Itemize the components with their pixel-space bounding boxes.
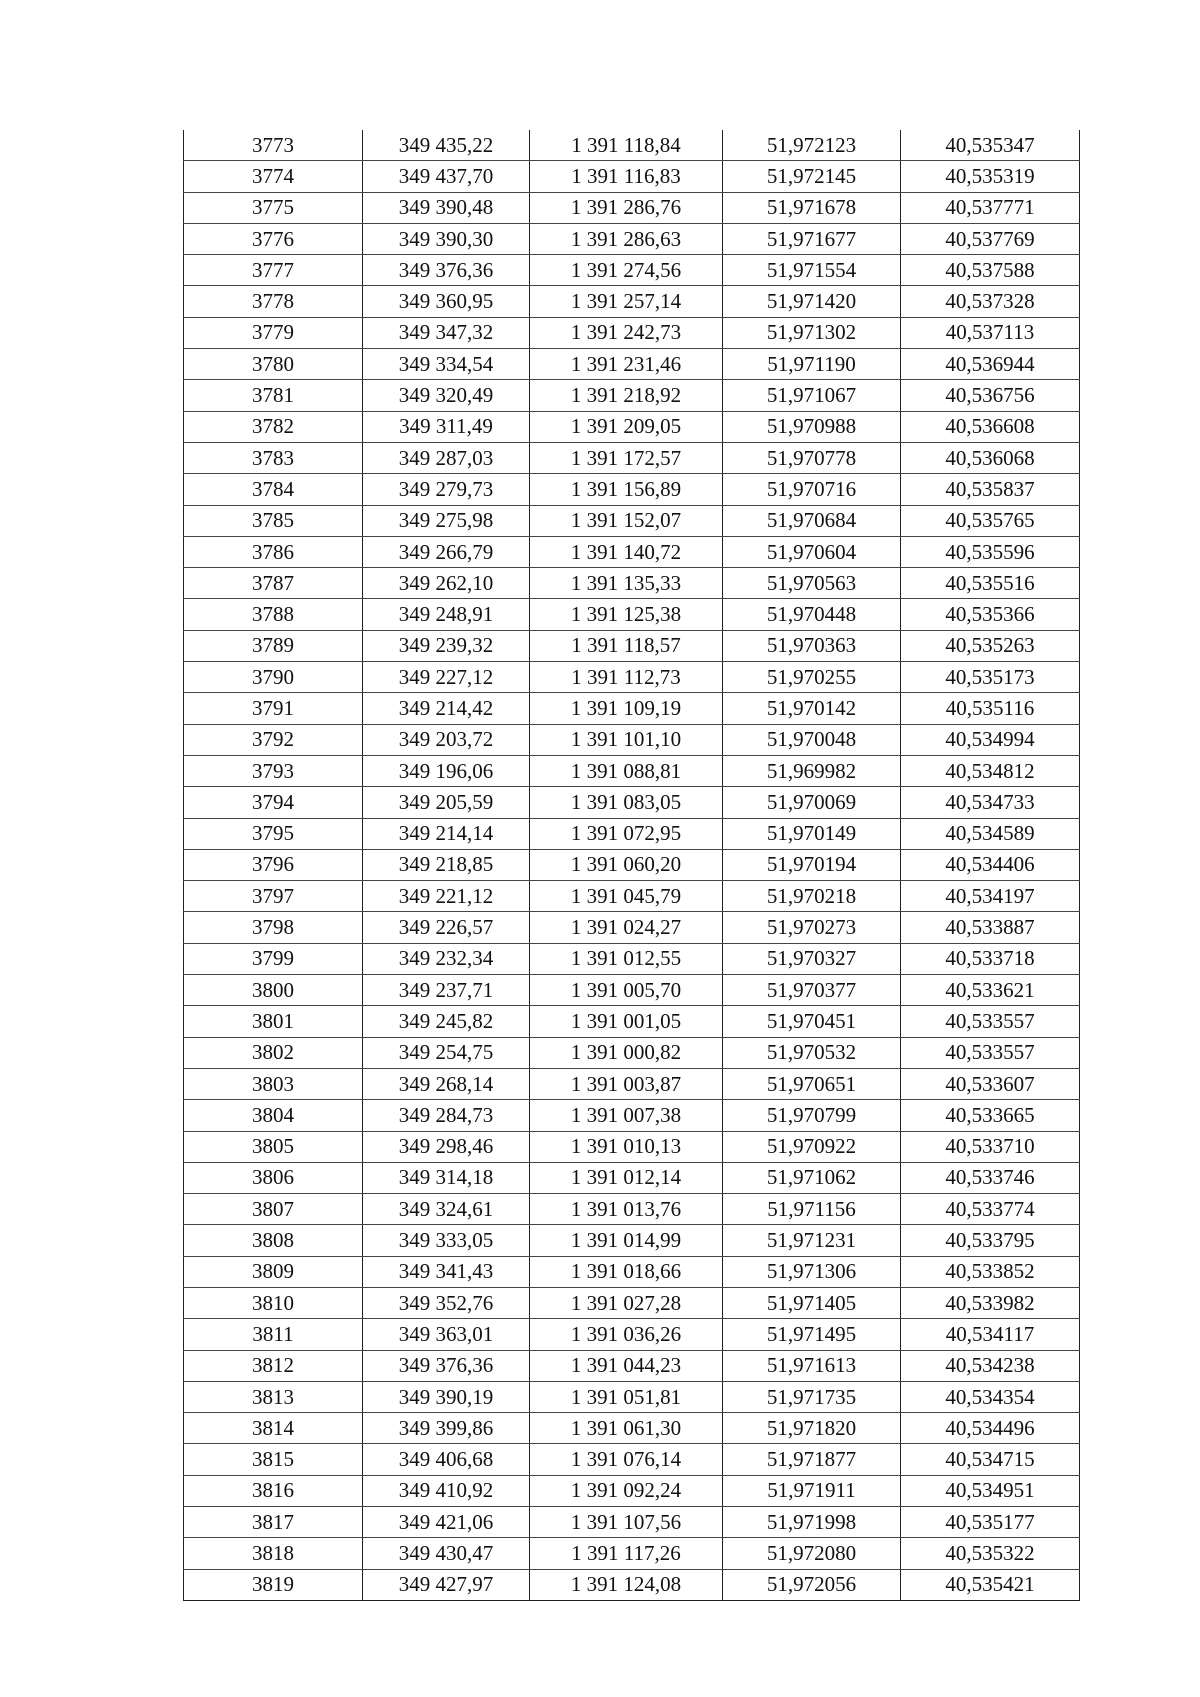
table-row (184, 693, 1080, 724)
y-coordinate-cell: 1 391 231,46 (530, 349, 723, 380)
point-number-cell: 3817 (184, 1507, 363, 1538)
longitude-cell: 40,533557 (901, 1006, 1080, 1037)
y-coordinate-cell: 1 391 140,72 (530, 536, 723, 567)
y-coordinate-cell: 1 391 036,26 (530, 1319, 723, 1350)
table-row (184, 1538, 1080, 1569)
point-number-cell: 3807 (184, 1194, 363, 1225)
point-number-cell: 3790 (184, 662, 363, 693)
coordinates-table (183, 130, 1080, 1601)
latitude-cell: 51,970563 (723, 568, 901, 599)
latitude-cell: 51,971677 (723, 223, 901, 254)
x-coordinate-cell: 349 406,68 (363, 1444, 530, 1475)
longitude-cell: 40,533710 (901, 1131, 1080, 1162)
latitude-cell: 51,970451 (723, 1006, 901, 1037)
x-coordinate-cell: 349 334,54 (363, 349, 530, 380)
table-row (184, 442, 1080, 473)
point-number-cell: 3798 (184, 912, 363, 943)
table-row (184, 255, 1080, 286)
x-coordinate-cell: 349 266,79 (363, 536, 530, 567)
longitude-cell: 40,534951 (901, 1475, 1080, 1506)
y-coordinate-cell: 1 391 013,76 (530, 1194, 723, 1225)
latitude-cell: 51,970069 (723, 787, 901, 818)
longitude-cell: 40,534117 (901, 1319, 1080, 1350)
y-coordinate-cell: 1 391 018,66 (530, 1256, 723, 1287)
latitude-cell: 51,971306 (723, 1256, 901, 1287)
longitude-cell: 40,534238 (901, 1350, 1080, 1381)
x-coordinate-cell: 349 205,59 (363, 787, 530, 818)
latitude-cell: 51,970142 (723, 693, 901, 724)
latitude-cell: 51,971678 (723, 192, 901, 223)
x-coordinate-cell: 349 227,12 (363, 662, 530, 693)
latitude-cell: 51,970327 (723, 943, 901, 974)
x-coordinate-cell: 349 333,05 (363, 1225, 530, 1256)
longitude-cell: 40,533746 (901, 1162, 1080, 1193)
longitude-cell: 40,535116 (901, 693, 1080, 724)
x-coordinate-cell: 349 268,14 (363, 1068, 530, 1099)
x-coordinate-cell: 349 218,85 (363, 849, 530, 880)
table-row (184, 1350, 1080, 1381)
y-coordinate-cell: 1 391 135,33 (530, 568, 723, 599)
latitude-cell: 51,971554 (723, 255, 901, 286)
x-coordinate-cell: 349 237,71 (363, 975, 530, 1006)
table-row (184, 1569, 1080, 1600)
y-coordinate-cell: 1 391 072,95 (530, 818, 723, 849)
latitude-cell: 51,972145 (723, 161, 901, 192)
table-row (184, 130, 1080, 161)
longitude-cell: 40,534812 (901, 755, 1080, 786)
x-coordinate-cell: 349 262,10 (363, 568, 530, 599)
x-coordinate-cell: 349 347,32 (363, 317, 530, 348)
longitude-cell: 40,537328 (901, 286, 1080, 317)
y-coordinate-cell: 1 391 109,19 (530, 693, 723, 724)
latitude-cell: 51,970716 (723, 474, 901, 505)
longitude-cell: 40,533621 (901, 975, 1080, 1006)
x-coordinate-cell: 349 421,06 (363, 1507, 530, 1538)
y-coordinate-cell: 1 391 010,13 (530, 1131, 723, 1162)
y-coordinate-cell: 1 391 045,79 (530, 881, 723, 912)
point-number-cell: 3808 (184, 1225, 363, 1256)
point-number-cell: 3777 (184, 255, 363, 286)
latitude-cell: 51,970651 (723, 1068, 901, 1099)
longitude-cell: 40,533718 (901, 943, 1080, 974)
table-row (184, 1287, 1080, 1318)
point-number-cell: 3781 (184, 380, 363, 411)
longitude-cell: 40,537769 (901, 223, 1080, 254)
y-coordinate-cell: 1 391 005,70 (530, 975, 723, 1006)
y-coordinate-cell: 1 391 024,27 (530, 912, 723, 943)
longitude-cell: 40,535516 (901, 568, 1080, 599)
longitude-cell: 40,533795 (901, 1225, 1080, 1256)
table-row (184, 286, 1080, 317)
table-row (184, 1068, 1080, 1099)
longitude-cell: 40,533887 (901, 912, 1080, 943)
x-coordinate-cell: 349 399,86 (363, 1413, 530, 1444)
y-coordinate-cell: 1 391 125,38 (530, 599, 723, 630)
longitude-cell: 40,535319 (901, 161, 1080, 192)
point-number-cell: 3776 (184, 223, 363, 254)
latitude-cell: 51,970778 (723, 442, 901, 473)
table-row (184, 317, 1080, 348)
table-row (184, 1162, 1080, 1193)
latitude-cell: 51,970532 (723, 1037, 901, 1068)
point-number-cell: 3784 (184, 474, 363, 505)
longitude-cell: 40,534197 (901, 881, 1080, 912)
latitude-cell: 51,972056 (723, 1569, 901, 1600)
x-coordinate-cell: 349 430,47 (363, 1538, 530, 1569)
x-coordinate-cell: 349 410,92 (363, 1475, 530, 1506)
coordinates-table-body (184, 130, 1080, 1600)
longitude-cell: 40,535765 (901, 505, 1080, 536)
latitude-cell: 51,971911 (723, 1475, 901, 1506)
y-coordinate-cell: 1 391 012,14 (530, 1162, 723, 1193)
x-coordinate-cell: 349 287,03 (363, 442, 530, 473)
y-coordinate-cell: 1 391 242,73 (530, 317, 723, 348)
y-coordinate-cell: 1 391 001,05 (530, 1006, 723, 1037)
latitude-cell: 51,970363 (723, 630, 901, 661)
x-coordinate-cell: 349 298,46 (363, 1131, 530, 1162)
point-number-cell: 3814 (184, 1413, 363, 1444)
longitude-cell: 40,535263 (901, 630, 1080, 661)
y-coordinate-cell: 1 391 124,08 (530, 1569, 723, 1600)
latitude-cell: 51,970048 (723, 724, 901, 755)
table-row (184, 1256, 1080, 1287)
latitude-cell: 51,971067 (723, 380, 901, 411)
latitude-cell: 51,972080 (723, 1538, 901, 1569)
x-coordinate-cell: 349 390,48 (363, 192, 530, 223)
y-coordinate-cell: 1 391 274,56 (530, 255, 723, 286)
x-coordinate-cell: 349 284,73 (363, 1100, 530, 1131)
y-coordinate-cell: 1 391 107,56 (530, 1507, 723, 1538)
y-coordinate-cell: 1 391 286,63 (530, 223, 723, 254)
point-number-cell: 3805 (184, 1131, 363, 1162)
x-coordinate-cell: 349 203,72 (363, 724, 530, 755)
latitude-cell: 51,970684 (723, 505, 901, 536)
y-coordinate-cell: 1 391 083,05 (530, 787, 723, 818)
point-number-cell: 3815 (184, 1444, 363, 1475)
point-number-cell: 3773 (184, 130, 363, 161)
table-row (184, 849, 1080, 880)
point-number-cell: 3801 (184, 1006, 363, 1037)
latitude-cell: 51,971998 (723, 1507, 901, 1538)
y-coordinate-cell: 1 391 061,30 (530, 1413, 723, 1444)
table-row (184, 630, 1080, 661)
longitude-cell: 40,533557 (901, 1037, 1080, 1068)
longitude-cell: 40,535173 (901, 662, 1080, 693)
table-row (184, 975, 1080, 1006)
table-row (184, 349, 1080, 380)
point-number-cell: 3818 (184, 1538, 363, 1569)
y-coordinate-cell: 1 391 209,05 (530, 411, 723, 442)
point-number-cell: 3780 (184, 349, 363, 380)
x-coordinate-cell: 349 360,95 (363, 286, 530, 317)
point-number-cell: 3800 (184, 975, 363, 1006)
y-coordinate-cell: 1 391 218,92 (530, 380, 723, 411)
table-row (184, 1413, 1080, 1444)
point-number-cell: 3774 (184, 161, 363, 192)
y-coordinate-cell: 1 391 003,87 (530, 1068, 723, 1099)
table-row (184, 818, 1080, 849)
longitude-cell: 40,536068 (901, 442, 1080, 473)
y-coordinate-cell: 1 391 092,24 (530, 1475, 723, 1506)
latitude-cell: 51,970988 (723, 411, 901, 442)
table-row (184, 912, 1080, 943)
table-row (184, 1381, 1080, 1412)
point-number-cell: 3785 (184, 505, 363, 536)
point-number-cell: 3802 (184, 1037, 363, 1068)
point-number-cell: 3788 (184, 599, 363, 630)
y-coordinate-cell: 1 391 117,26 (530, 1538, 723, 1569)
x-coordinate-cell: 349 435,22 (363, 130, 530, 161)
point-number-cell: 3782 (184, 411, 363, 442)
point-number-cell: 3806 (184, 1162, 363, 1193)
x-coordinate-cell: 349 324,61 (363, 1194, 530, 1225)
table-row (184, 505, 1080, 536)
table-row (184, 411, 1080, 442)
latitude-cell: 51,971156 (723, 1194, 901, 1225)
latitude-cell: 51,970255 (723, 662, 901, 693)
table-row (184, 1006, 1080, 1037)
longitude-cell: 40,533607 (901, 1068, 1080, 1099)
y-coordinate-cell: 1 391 007,38 (530, 1100, 723, 1131)
point-number-cell: 3794 (184, 787, 363, 818)
x-coordinate-cell: 349 232,34 (363, 943, 530, 974)
y-coordinate-cell: 1 391 076,14 (530, 1444, 723, 1475)
latitude-cell: 51,971231 (723, 1225, 901, 1256)
table-row (184, 1194, 1080, 1225)
point-number-cell: 3793 (184, 755, 363, 786)
x-coordinate-cell: 349 352,76 (363, 1287, 530, 1318)
point-number-cell: 3811 (184, 1319, 363, 1350)
longitude-cell: 40,535322 (901, 1538, 1080, 1569)
table-row (184, 1100, 1080, 1131)
table-row (184, 662, 1080, 693)
table-row (184, 881, 1080, 912)
table-row (184, 1131, 1080, 1162)
x-coordinate-cell: 349 279,73 (363, 474, 530, 505)
latitude-cell: 51,971613 (723, 1350, 901, 1381)
longitude-cell: 40,534733 (901, 787, 1080, 818)
latitude-cell: 51,970218 (723, 881, 901, 912)
latitude-cell: 51,970273 (723, 912, 901, 943)
table-row (184, 380, 1080, 411)
point-number-cell: 3795 (184, 818, 363, 849)
y-coordinate-cell: 1 391 112,73 (530, 662, 723, 693)
longitude-cell: 40,535837 (901, 474, 1080, 505)
x-coordinate-cell: 349 226,57 (363, 912, 530, 943)
y-coordinate-cell: 1 391 118,84 (530, 130, 723, 161)
latitude-cell: 51,972123 (723, 130, 901, 161)
x-coordinate-cell: 349 427,97 (363, 1569, 530, 1600)
point-number-cell: 3810 (184, 1287, 363, 1318)
point-number-cell: 3783 (184, 442, 363, 473)
latitude-cell: 51,971302 (723, 317, 901, 348)
longitude-cell: 40,535177 (901, 1507, 1080, 1538)
table-row (184, 536, 1080, 567)
point-number-cell: 3792 (184, 724, 363, 755)
longitude-cell: 40,533982 (901, 1287, 1080, 1318)
latitude-cell: 51,971405 (723, 1287, 901, 1318)
y-coordinate-cell: 1 391 156,89 (530, 474, 723, 505)
y-coordinate-cell: 1 391 044,23 (530, 1350, 723, 1381)
y-coordinate-cell: 1 391 012,55 (530, 943, 723, 974)
point-number-cell: 3789 (184, 630, 363, 661)
longitude-cell: 40,534406 (901, 849, 1080, 880)
x-coordinate-cell: 349 248,91 (363, 599, 530, 630)
longitude-cell: 40,537588 (901, 255, 1080, 286)
point-number-cell: 3819 (184, 1569, 363, 1600)
y-coordinate-cell: 1 391 027,28 (530, 1287, 723, 1318)
longitude-cell: 40,534589 (901, 818, 1080, 849)
x-coordinate-cell: 349 390,30 (363, 223, 530, 254)
longitude-cell: 40,533665 (901, 1100, 1080, 1131)
x-coordinate-cell: 349 275,98 (363, 505, 530, 536)
x-coordinate-cell: 349 221,12 (363, 881, 530, 912)
latitude-cell: 51,970604 (723, 536, 901, 567)
x-coordinate-cell: 349 314,18 (363, 1162, 530, 1193)
point-number-cell: 3778 (184, 286, 363, 317)
latitude-cell: 51,970377 (723, 975, 901, 1006)
table-row (184, 755, 1080, 786)
longitude-cell: 40,534994 (901, 724, 1080, 755)
y-coordinate-cell: 1 391 172,57 (530, 442, 723, 473)
y-coordinate-cell: 1 391 051,81 (530, 1381, 723, 1412)
latitude-cell: 51,971062 (723, 1162, 901, 1193)
point-number-cell: 3797 (184, 881, 363, 912)
y-coordinate-cell: 1 391 088,81 (530, 755, 723, 786)
longitude-cell: 40,534715 (901, 1444, 1080, 1475)
longitude-cell: 40,536944 (901, 349, 1080, 380)
table-row (184, 1475, 1080, 1506)
y-coordinate-cell: 1 391 116,83 (530, 161, 723, 192)
point-number-cell: 3791 (184, 693, 363, 724)
point-number-cell: 3812 (184, 1350, 363, 1381)
latitude-cell: 51,970149 (723, 818, 901, 849)
longitude-cell: 40,537771 (901, 192, 1080, 223)
y-coordinate-cell: 1 391 286,76 (530, 192, 723, 223)
y-coordinate-cell: 1 391 014,99 (530, 1225, 723, 1256)
latitude-cell: 51,970799 (723, 1100, 901, 1131)
latitude-cell: 51,971820 (723, 1413, 901, 1444)
y-coordinate-cell: 1 391 118,57 (530, 630, 723, 661)
table-row (184, 943, 1080, 974)
table-row (184, 1225, 1080, 1256)
x-coordinate-cell: 349 376,36 (363, 1350, 530, 1381)
latitude-cell: 51,970922 (723, 1131, 901, 1162)
y-coordinate-cell: 1 391 101,10 (530, 724, 723, 755)
point-number-cell: 3796 (184, 849, 363, 880)
table-row (184, 1444, 1080, 1475)
point-number-cell: 3779 (184, 317, 363, 348)
longitude-cell: 40,534496 (901, 1413, 1080, 1444)
latitude-cell: 51,970448 (723, 599, 901, 630)
y-coordinate-cell: 1 391 000,82 (530, 1037, 723, 1068)
latitude-cell: 51,971735 (723, 1381, 901, 1412)
table-row (184, 1507, 1080, 1538)
latitude-cell: 51,971190 (723, 349, 901, 380)
point-number-cell: 3804 (184, 1100, 363, 1131)
table-row (184, 1037, 1080, 1068)
x-coordinate-cell: 349 376,36 (363, 255, 530, 286)
table-row (184, 787, 1080, 818)
x-coordinate-cell: 349 254,75 (363, 1037, 530, 1068)
x-coordinate-cell: 349 239,32 (363, 630, 530, 661)
longitude-cell: 40,535421 (901, 1569, 1080, 1600)
longitude-cell: 40,536608 (901, 411, 1080, 442)
longitude-cell: 40,536756 (901, 380, 1080, 411)
longitude-cell: 40,534354 (901, 1381, 1080, 1412)
table-row (184, 568, 1080, 599)
y-coordinate-cell: 1 391 152,07 (530, 505, 723, 536)
point-number-cell: 3775 (184, 192, 363, 223)
latitude-cell: 51,971495 (723, 1319, 901, 1350)
x-coordinate-cell: 349 437,70 (363, 161, 530, 192)
latitude-cell: 51,970194 (723, 849, 901, 880)
longitude-cell: 40,533852 (901, 1256, 1080, 1287)
x-coordinate-cell: 349 390,19 (363, 1381, 530, 1412)
table-row (184, 474, 1080, 505)
longitude-cell: 40,533774 (901, 1194, 1080, 1225)
x-coordinate-cell: 349 311,49 (363, 411, 530, 442)
x-coordinate-cell: 349 341,43 (363, 1256, 530, 1287)
x-coordinate-cell: 349 245,82 (363, 1006, 530, 1037)
latitude-cell: 51,971420 (723, 286, 901, 317)
point-number-cell: 3799 (184, 943, 363, 974)
x-coordinate-cell: 349 363,01 (363, 1319, 530, 1350)
x-coordinate-cell: 349 214,42 (363, 693, 530, 724)
point-number-cell: 3787 (184, 568, 363, 599)
longitude-cell: 40,535347 (901, 130, 1080, 161)
point-number-cell: 3809 (184, 1256, 363, 1287)
point-number-cell: 3803 (184, 1068, 363, 1099)
x-coordinate-cell: 349 196,06 (363, 755, 530, 786)
table-row (184, 161, 1080, 192)
y-coordinate-cell: 1 391 257,14 (530, 286, 723, 317)
table-row (184, 724, 1080, 755)
point-number-cell: 3786 (184, 536, 363, 567)
x-coordinate-cell: 349 214,14 (363, 818, 530, 849)
point-number-cell: 3816 (184, 1475, 363, 1506)
latitude-cell: 51,969982 (723, 755, 901, 786)
x-coordinate-cell: 349 320,49 (363, 380, 530, 411)
point-number-cell: 3813 (184, 1381, 363, 1412)
table-row (184, 1319, 1080, 1350)
longitude-cell: 40,535366 (901, 599, 1080, 630)
table-row (184, 192, 1080, 223)
y-coordinate-cell: 1 391 060,20 (530, 849, 723, 880)
latitude-cell: 51,971877 (723, 1444, 901, 1475)
table-row (184, 599, 1080, 630)
longitude-cell: 40,537113 (901, 317, 1080, 348)
longitude-cell: 40,535596 (901, 536, 1080, 567)
table-row (184, 223, 1080, 254)
